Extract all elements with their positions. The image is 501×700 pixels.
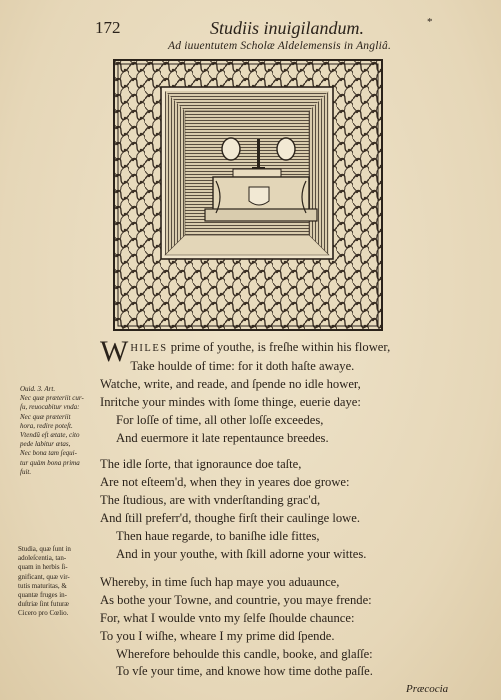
verse-line: For loſſe of time, all other loſſe exceedes, — [116, 412, 324, 427]
emblem-woodcut — [113, 59, 383, 331]
poem-text — [100, 335, 490, 681]
verse-line: And in your youthe, with ſkill adorne your wittes. — [116, 546, 367, 561]
marginal-note-ovid: Ouid. 3. Art. Nec quæ præteriit cur- ſu, reuocabitur vnda: Nec quæ præteriit hora, redire poteſt. Vtendû eſt ætate, cito pede labitur ætas, Nec bona tam ſequi- tur quàm bona prima fuit. — [20, 385, 84, 476]
verse-line: And ſtill preferr'd, thoughe firſt their caulinge lowe. — [100, 511, 361, 526]
printer-mark: * — [427, 16, 433, 28]
page-number: 172 — [95, 18, 121, 37]
verse-line: Take houlde of time: for it doth haſte awaye. — [130, 358, 355, 373]
verse-line: WHILES prime of youthe, is freſhe within his flower, — [100, 335, 391, 368]
room-interior-icon — [165, 91, 329, 255]
verse-line: Wherefore behoulde this candle, booke, and glaſſe: — [116, 646, 373, 661]
verse-line: As bothe your Towne, and countrie, you maye frende: — [100, 592, 372, 607]
verse-line: Inritche your mindes with ſome thinge, euerie daye: — [100, 394, 361, 409]
verse-line: Then haue regarde, to baniſhe idle fittes, — [116, 529, 320, 544]
verse-line: The ſtudious, are with vnderſtanding grac'd, — [100, 493, 321, 508]
verse-line: For, what I woulde vnto my ſelfe ſhoulde chaunce: — [100, 610, 355, 625]
verse-line: And euermore it late repentaunce breedes. — [116, 430, 329, 445]
marginal-note-cicero: Studia, quæ ſunt in adoleſcentia, tan- quam in herbis ſi- gnificant, quæ vir- tutis maturitas, & quantæ fruges in- duſtriæ ſint futuræ Cicero pro Cœlio. — [18, 545, 71, 618]
verse-line: Watche, write, and reade, and ſpende no idle hower, — [100, 376, 361, 391]
verse-line: To vſe your time, and knowe how time dothe paſſe. — [116, 664, 373, 679]
dedication-line: Ad iuuentutem Scholæ Aldelemensis in Angliâ. — [168, 40, 392, 52]
running-head: Studiis inuigilandum. — [210, 18, 365, 38]
verse-line: To you I wiſhe, wheare I my prime did ſpende. — [100, 628, 335, 643]
verse-line: Whereby, in time ſuch hap maye you aduaunce, — [100, 574, 340, 589]
verse-line: The idle ſorte, that ignoraunce doe taſte, — [100, 457, 302, 472]
drop-capital: W — [100, 335, 129, 368]
verse-line: Are not eſteem'd, when they in yeares doe growe: — [100, 475, 350, 490]
catchword: Præcocia — [406, 683, 449, 695]
